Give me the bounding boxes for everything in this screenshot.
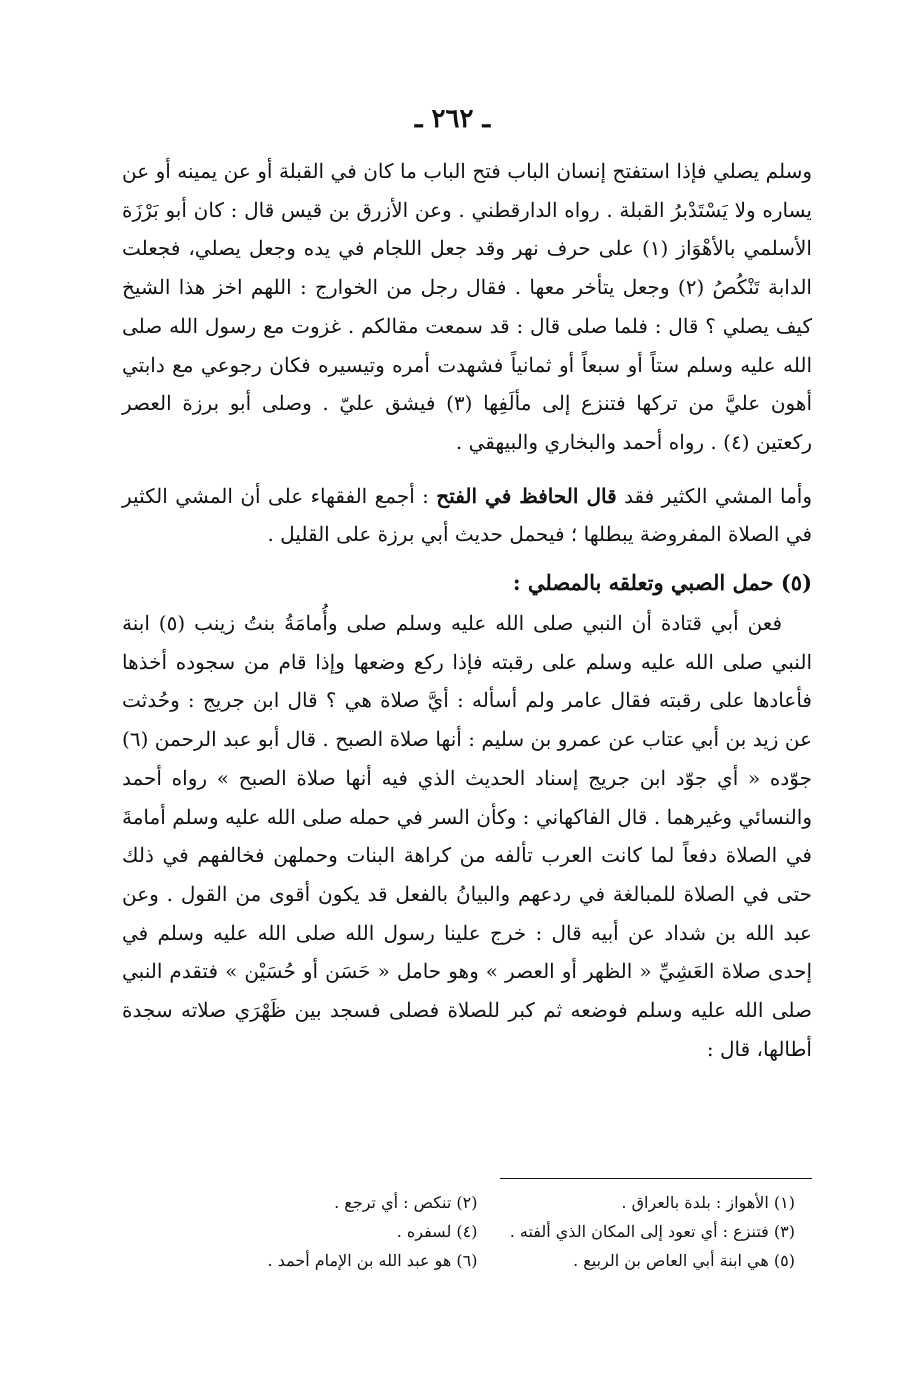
page-body [122, 152, 812, 1068]
paragraph-carrying-child: فعن أبي قتادة أن النبي صلى الله عليه وسلم صلى وأُمامَةُ بنتُ زينب (٥) ابنة النبي صلى الله عليه وسلم على رقبته فإذا ركع وضعها وإذا قام من سجوده أخذها فأعادها على رقبته فقال عامر ولم أسأله : أيَّ صلاة هي ؟ قال ابن جريج : وحُدثت عن زيد بن أبي عتاب عن عمرو بن سليم : أنها صلاة الصبح . قال أبو عبد الرحمن (٦) جوّده « أي جوّد ابن جريج إسناد الحديث الذي فيه أنها صلاة الصبح » رواه أحمد والنسائي وغيرهما . قال الفاكهاني : وكأن السر في حمله صلى الله عليه وسلم أمامةَ في الصلاة دفعاً لما كانت العرب تألفه من كراهة البنات وحملهن فخالفهم في ذلك حتى في الصلاة للمبالغة في ردعهم والبيانُ بالفعل قد يكون أقوى من القول . وعن عبد الله بن شداد عن أبيه قال : خرج علينا رسول الله صلى الله عليه وسلم في إحدى صلاة العَشِيِّ « الظهر أو العصر » وهو حامل « حَسَن أو حُسَيْن » فتقدم النبي صلى الله عليه وسلم فوضعه ثم كبر للصلاة فصلى فسجد بين ظَهْرَي صلاته سجدة أطالها، قال : [122, 611, 812, 1061]
paragraph-lead-text: وأما المشي الكثير فقد [624, 483, 812, 508]
footnote-row [160, 1217, 795, 1246]
footnote-2: (٢) تنكص : أي ترجع . [334, 1193, 478, 1212]
section-heading: (٥) حمل الصبي وتعلقه بالمصلي : [512, 570, 812, 596]
footnote-3: (٣) فتنزع : أي تعود إلى المكان الذي ألفته . [509, 1222, 795, 1241]
footnote-divider [500, 1178, 812, 1179]
footnote-row [160, 1188, 795, 1217]
footnotes [160, 1188, 795, 1275]
footnote-1: (١) الأهواز : بلدة بالعراق . [621, 1193, 795, 1212]
paragraph-rest-text: : أجمع الفقهاء على أن المشي الكثير في الصلاة المفروضة يبطلها ؛ فيحمل حديث أبي برزة على القليل . [122, 483, 812, 547]
footnote-4: (٤) لسفره . [396, 1222, 478, 1241]
footnote-row [160, 1246, 795, 1275]
footnote-6: (٦) هو عبد الله بن الإمام أحمد . [267, 1251, 478, 1270]
page-number: ـ ٢٦٢ ـ [414, 104, 491, 134]
hafiz-citation: قال الحافظ في الفتح [436, 483, 617, 508]
paragraph-walking-ruling [122, 477, 812, 554]
footnote-5: (٥) هي ابنة أبي العاص بن الربيع . [573, 1251, 795, 1270]
paragraph-abu-barza: وسلم يصلي فإذا استفتح إنسان الباب فتح الباب ما كان في القبلة أو عن يمينه أو عن يساره ولا يَسْتَدْبرُ القبلة . رواه الدارقطني . وعن الأزرق بن قيس قال : كان أبو بَرْزَة الأسلمي بالأهْوَاز (١) على حرف نهر وقد جعل اللجام في يده وجعل يصلي، فجعلت الدابة تَنْكُصُ (٢) وجعل يتأخر معها . فقال رجل من الخوارج : اللهم اخز هذا الشيخ كيف يصلي ؟ قال : فلما صلى قال : قد سمعت مقالكم . غزوت مع رسول الله صلى الله عليه وسلم ستاً أو سبعاً أو ثمانياً فشهدت أمره وتيسيره فكان رجوعي مع دابتي أهون عليَّ من تركها فتنزع إلى مألَفِها (٣) فيشق عليّ . وصلى أبو برزة العصر ركعتين (٤) . رواه أحمد والبخاري والبيهقي . [122, 159, 812, 454]
